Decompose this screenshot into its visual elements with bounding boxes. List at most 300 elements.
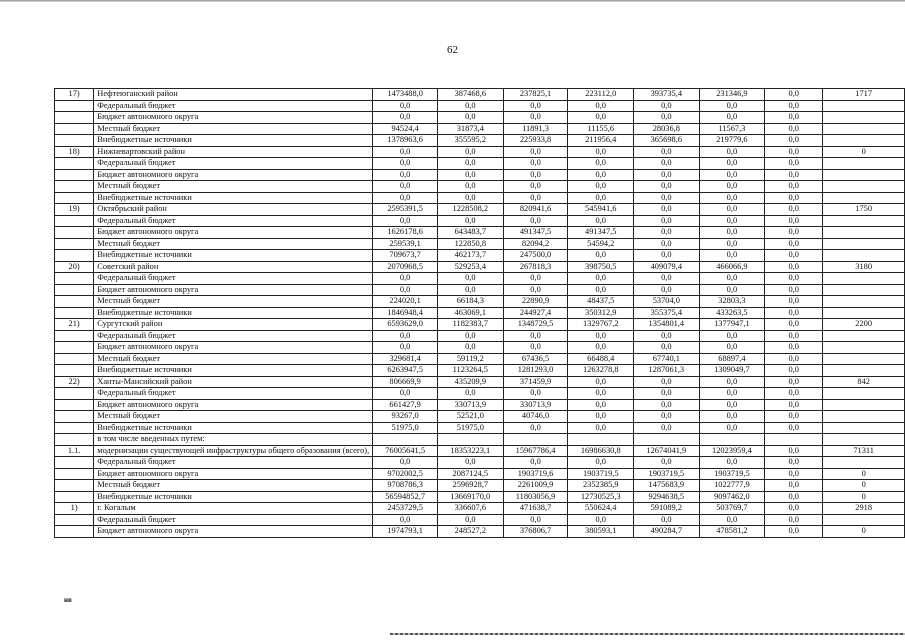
scan-bottom-edge xyxy=(390,633,905,635)
value-cell: 15967786,4 xyxy=(503,445,568,457)
value-cell: 0,0 xyxy=(765,319,823,331)
row-number-cell xyxy=(55,250,94,262)
value-cell: 219779,6 xyxy=(699,135,765,147)
value-cell: 0,0 xyxy=(568,169,634,181)
row-number-cell xyxy=(55,238,94,250)
value-cell xyxy=(823,342,905,354)
table-row xyxy=(55,411,905,423)
value-cell xyxy=(823,238,905,250)
value-cell: 0,0 xyxy=(699,100,765,112)
value-cell: 56594852,7 xyxy=(373,491,438,503)
value-cell xyxy=(823,215,905,227)
value-cell: 3180 xyxy=(823,261,905,273)
row-number-cell: 22) xyxy=(55,376,94,388)
row-number-cell xyxy=(55,227,94,239)
value-cell: 51975,0 xyxy=(438,422,504,434)
value-cell: 365698,6 xyxy=(634,135,700,147)
row-label-cell: Сургутский район xyxy=(94,319,373,331)
value-cell: 0,0 xyxy=(373,192,438,204)
row-number-cell xyxy=(55,399,94,411)
value-cell: 2200 xyxy=(823,319,905,331)
value-cell: 0,0 xyxy=(699,192,765,204)
value-cell: 9294638,5 xyxy=(634,491,700,503)
value-cell: 68897,4 xyxy=(699,353,765,365)
value-cell: 0,0 xyxy=(503,284,568,296)
value-cell: 0,0 xyxy=(568,146,634,158)
value-cell: 12674041,9 xyxy=(634,445,700,457)
value-cell: 248527,2 xyxy=(438,526,504,538)
row-label-cell: Федеральный бюджет xyxy=(94,330,373,342)
value-cell: 0,0 xyxy=(503,273,568,285)
value-cell: 0,0 xyxy=(765,376,823,388)
value-cell: 82094,2 xyxy=(503,238,568,250)
value-cell: 0,0 xyxy=(634,284,700,296)
value-cell: 0,0 xyxy=(699,457,765,469)
value-cell: 0,0 xyxy=(503,181,568,193)
value-cell xyxy=(823,434,905,446)
value-cell: 0,0 xyxy=(568,181,634,193)
row-label-cell: Федеральный бюджет xyxy=(94,100,373,112)
value-cell: 237825,1 xyxy=(503,89,568,101)
value-cell: 6593629,0 xyxy=(373,319,438,331)
value-cell: 0,0 xyxy=(503,100,568,112)
value-cell: 550624,4 xyxy=(568,503,634,515)
row-label-cell: Бюджет автономного округа xyxy=(94,399,373,411)
value-cell xyxy=(823,388,905,400)
value-cell: 330713,9 xyxy=(438,399,504,411)
row-number-cell: 21) xyxy=(55,319,94,331)
value-cell: 2352385,9 xyxy=(568,480,634,492)
value-cell: 0,0 xyxy=(699,273,765,285)
value-cell: 463069,1 xyxy=(438,307,504,319)
value-cell: 2453729,5 xyxy=(373,503,438,515)
value-cell: 0,0 xyxy=(568,192,634,204)
row-label-cell: Федеральный бюджет xyxy=(94,158,373,170)
table-row xyxy=(55,284,905,296)
value-cell: 0,0 xyxy=(438,112,504,124)
row-number-cell xyxy=(55,491,94,503)
value-cell: 0,0 xyxy=(765,158,823,170)
value-cell: 67436,5 xyxy=(503,353,568,365)
value-cell: 0,0 xyxy=(765,411,823,423)
value-cell: 267818,3 xyxy=(503,261,568,273)
value-cell: 0,0 xyxy=(503,422,568,434)
value-cell: 1846948,4 xyxy=(373,307,438,319)
value-cell: 0,0 xyxy=(568,215,634,227)
value-cell: 1626178,6 xyxy=(373,227,438,239)
value-cell: 1354801,4 xyxy=(634,319,700,331)
row-label-cell: Бюджет автономного округа xyxy=(94,526,373,538)
value-cell: 336607,6 xyxy=(438,503,504,515)
value-cell: 76005641,5 xyxy=(373,445,438,457)
value-cell: 1309049,7 xyxy=(699,365,765,377)
value-cell: 31873,4 xyxy=(438,123,504,135)
value-cell: 0,0 xyxy=(634,273,700,285)
row-number-cell: 17) xyxy=(55,89,94,101)
value-cell: 231346,9 xyxy=(699,89,765,101)
value-cell: 0,0 xyxy=(373,158,438,170)
value-cell: 0,0 xyxy=(699,181,765,193)
row-number-cell xyxy=(55,284,94,296)
value-cell: 247500,0 xyxy=(503,250,568,262)
table-row xyxy=(55,445,905,457)
row-label-cell: Октябрьский район xyxy=(94,204,373,216)
value-cell: 22890,9 xyxy=(503,296,568,308)
value-cell: 18353223,1 xyxy=(438,445,504,457)
value-cell: 0,0 xyxy=(765,526,823,538)
value-cell xyxy=(823,250,905,262)
value-cell: 0,0 xyxy=(765,503,823,515)
value-cell: 122850,8 xyxy=(438,238,504,250)
value-cell: 0,0 xyxy=(438,158,504,170)
value-cell: 471638,7 xyxy=(503,503,568,515)
value-cell: 0,0 xyxy=(765,227,823,239)
table-row xyxy=(55,181,905,193)
value-cell: 13669170,0 xyxy=(438,491,504,503)
value-cell: 0,0 xyxy=(634,514,700,526)
row-number-cell xyxy=(55,526,94,538)
row-label-cell: Бюджет автономного округа xyxy=(94,342,373,354)
value-cell xyxy=(634,434,700,446)
value-cell: 0,0 xyxy=(699,388,765,400)
value-cell xyxy=(823,330,905,342)
value-cell xyxy=(823,457,905,469)
table-row xyxy=(55,514,905,526)
value-cell: 2595391,5 xyxy=(373,204,438,216)
value-cell: 387468,6 xyxy=(438,89,504,101)
value-cell: 32803,3 xyxy=(699,296,765,308)
value-cell: 53704,0 xyxy=(634,296,700,308)
table-row xyxy=(55,89,905,101)
value-cell: 0,0 xyxy=(568,284,634,296)
row-label-cell: модернизации существующей инфраструктуры общего образования (всего), xyxy=(94,445,373,457)
row-label-cell: Федеральный бюджет xyxy=(94,388,373,400)
row-label-cell: Местный бюджет xyxy=(94,353,373,365)
value-cell: 842 xyxy=(823,376,905,388)
value-cell: 0,0 xyxy=(438,284,504,296)
value-cell: 0,0 xyxy=(765,422,823,434)
row-label-cell: г. Когалым xyxy=(94,503,373,515)
row-number-cell xyxy=(55,342,94,354)
value-cell: 0,0 xyxy=(568,388,634,400)
value-cell: 1473488,0 xyxy=(373,89,438,101)
value-cell: 591089,2 xyxy=(634,503,700,515)
value-cell: 0 xyxy=(823,480,905,492)
value-cell: 244927,4 xyxy=(503,307,568,319)
value-cell: 9708786,3 xyxy=(373,480,438,492)
value-cell xyxy=(823,158,905,170)
table-row xyxy=(55,330,905,342)
row-number-cell xyxy=(55,192,94,204)
row-label-cell: Советский район xyxy=(94,261,373,273)
value-cell: 0,0 xyxy=(568,250,634,262)
budget-table xyxy=(54,88,905,538)
value-cell xyxy=(823,273,905,285)
value-cell: 66184,3 xyxy=(438,296,504,308)
value-cell: 0,0 xyxy=(699,284,765,296)
value-cell: 12023959,4 xyxy=(699,445,765,457)
value-cell xyxy=(823,296,905,308)
value-cell: 0,0 xyxy=(503,388,568,400)
row-number-cell xyxy=(55,307,94,319)
value-cell: 0,0 xyxy=(765,491,823,503)
row-label-cell: Местный бюджет xyxy=(94,181,373,193)
value-cell: 0,0 xyxy=(765,388,823,400)
value-cell: 329681,4 xyxy=(373,353,438,365)
value-cell: 0,0 xyxy=(438,215,504,227)
value-cell: 0,0 xyxy=(568,112,634,124)
table-row xyxy=(55,376,905,388)
value-cell: 0,0 xyxy=(438,457,504,469)
table-row xyxy=(55,388,905,400)
value-cell: 1348729,5 xyxy=(503,319,568,331)
value-cell: 223112,0 xyxy=(568,89,634,101)
value-cell: 0,0 xyxy=(765,457,823,469)
value-cell: 0,0 xyxy=(373,388,438,400)
value-cell: 9702002,5 xyxy=(373,468,438,480)
value-cell: 376806,7 xyxy=(503,526,568,538)
row-number-cell xyxy=(55,330,94,342)
row-number-cell xyxy=(55,100,94,112)
table-row xyxy=(55,123,905,135)
page-number: 62 xyxy=(447,44,458,56)
value-cell: 259539,1 xyxy=(373,238,438,250)
value-cell xyxy=(823,135,905,147)
table-row xyxy=(55,503,905,515)
value-cell: 491347,5 xyxy=(568,227,634,239)
row-label-cell: Бюджет автономного округа xyxy=(94,227,373,239)
value-cell: 0,0 xyxy=(438,514,504,526)
value-cell: 0,0 xyxy=(634,399,700,411)
table-row xyxy=(55,480,905,492)
value-cell: 0,0 xyxy=(373,273,438,285)
value-cell xyxy=(823,227,905,239)
value-cell: 0,0 xyxy=(699,411,765,423)
row-label-cell: Федеральный бюджет xyxy=(94,273,373,285)
value-cell: 11567,3 xyxy=(699,123,765,135)
value-cell: 0,0 xyxy=(765,135,823,147)
row-label-cell: Внебюджетные источники xyxy=(94,307,373,319)
table-row xyxy=(55,365,905,377)
row-label-cell: Бюджет автономного округа xyxy=(94,169,373,181)
value-cell: 0,0 xyxy=(373,330,438,342)
scan-top-edge xyxy=(0,0,905,2)
value-cell: 0,0 xyxy=(634,422,700,434)
value-cell: 0,0 xyxy=(765,514,823,526)
value-cell: 355375,4 xyxy=(634,307,700,319)
value-cell xyxy=(823,284,905,296)
value-cell: 545941,6 xyxy=(568,204,634,216)
value-cell xyxy=(823,181,905,193)
table-row xyxy=(55,342,905,354)
row-number-cell xyxy=(55,422,94,434)
value-cell: 0,0 xyxy=(438,100,504,112)
value-cell: 0,0 xyxy=(765,480,823,492)
table-row xyxy=(55,227,905,239)
row-number-cell: 1.1. xyxy=(55,445,94,457)
row-number-cell: 1) xyxy=(55,503,94,515)
row-label-cell: Федеральный бюджет xyxy=(94,514,373,526)
value-cell: 0,0 xyxy=(634,146,700,158)
value-cell: 2070968,5 xyxy=(373,261,438,273)
value-cell xyxy=(699,434,765,446)
row-label-cell: Бюджет автономного округа xyxy=(94,112,373,124)
value-cell: 0,0 xyxy=(503,158,568,170)
row-number-cell xyxy=(55,273,94,285)
value-cell xyxy=(823,169,905,181)
row-label-cell: Местный бюджет xyxy=(94,480,373,492)
value-cell: 371459,9 xyxy=(503,376,568,388)
value-cell: 0,0 xyxy=(373,100,438,112)
value-cell: 0,0 xyxy=(765,342,823,354)
value-cell: 0,0 xyxy=(765,89,823,101)
value-cell: 9097462,0 xyxy=(699,491,765,503)
value-cell: 0 xyxy=(823,146,905,158)
row-number-cell xyxy=(55,388,94,400)
value-cell: 0,0 xyxy=(568,342,634,354)
row-label-cell: Внебюджетные источники xyxy=(94,365,373,377)
value-cell: 1228508,2 xyxy=(438,204,504,216)
value-cell: 355595,2 xyxy=(438,135,504,147)
value-cell: 1329767,2 xyxy=(568,319,634,331)
value-cell: 0,0 xyxy=(634,215,700,227)
value-cell: 0,0 xyxy=(634,342,700,354)
value-cell: 0,0 xyxy=(634,169,700,181)
table-row xyxy=(55,273,905,285)
value-cell: 52521,0 xyxy=(438,411,504,423)
row-number-cell xyxy=(55,181,94,193)
value-cell: 820941,6 xyxy=(503,204,568,216)
value-cell: 350312,9 xyxy=(568,307,634,319)
table-row xyxy=(55,399,905,411)
value-cell: 93267,0 xyxy=(373,411,438,423)
value-cell: 0,0 xyxy=(438,388,504,400)
value-cell: 0,0 xyxy=(373,284,438,296)
value-cell: 225933,8 xyxy=(503,135,568,147)
value-cell: 0,0 xyxy=(699,215,765,227)
row-number-cell xyxy=(55,457,94,469)
value-cell: 478581,2 xyxy=(699,526,765,538)
value-cell: 71311 xyxy=(823,445,905,457)
value-cell: 0,0 xyxy=(568,422,634,434)
value-cell: 0,0 xyxy=(634,330,700,342)
footer-mark: нв xyxy=(64,596,72,604)
row-number-cell xyxy=(55,135,94,147)
value-cell xyxy=(823,365,905,377)
table-row xyxy=(55,100,905,112)
value-cell: 6263947,5 xyxy=(373,365,438,377)
value-cell: 409079,4 xyxy=(634,261,700,273)
value-cell: 0,0 xyxy=(765,181,823,193)
row-number-cell xyxy=(55,434,94,446)
table-row xyxy=(55,307,905,319)
value-cell: 491347,5 xyxy=(503,227,568,239)
row-label-cell: в том числе введенных путем: xyxy=(94,434,373,446)
value-cell: 0,0 xyxy=(699,112,765,124)
table-row xyxy=(55,468,905,480)
value-cell: 0,0 xyxy=(568,376,634,388)
value-cell: 0,0 xyxy=(503,514,568,526)
value-cell xyxy=(373,434,438,446)
table-row xyxy=(55,250,905,262)
value-cell: 11155,6 xyxy=(568,123,634,135)
value-cell: 59119,2 xyxy=(438,353,504,365)
value-cell: 0 xyxy=(823,491,905,503)
value-cell: 94524,4 xyxy=(373,123,438,135)
value-cell xyxy=(823,422,905,434)
row-number-cell xyxy=(55,353,94,365)
row-label-cell: Бюджет автономного округа xyxy=(94,468,373,480)
value-cell: 0,0 xyxy=(634,238,700,250)
value-cell: 490284,7 xyxy=(634,526,700,538)
value-cell xyxy=(823,100,905,112)
value-cell: 12730525,3 xyxy=(568,491,634,503)
value-cell: 1903719,6 xyxy=(503,468,568,480)
value-cell: 0 xyxy=(823,468,905,480)
value-cell: 0,0 xyxy=(699,376,765,388)
value-cell: 0,0 xyxy=(503,342,568,354)
row-label-cell: Ханты-Мансийский район xyxy=(94,376,373,388)
value-cell: 0,0 xyxy=(634,388,700,400)
value-cell: 0,0 xyxy=(699,146,765,158)
value-cell: 211956,4 xyxy=(568,135,634,147)
value-cell xyxy=(823,399,905,411)
value-cell xyxy=(823,353,905,365)
value-cell: 0,0 xyxy=(765,112,823,124)
value-cell: 0,0 xyxy=(373,342,438,354)
row-number-cell xyxy=(55,123,94,135)
value-cell: 0,0 xyxy=(765,330,823,342)
value-cell: 0,0 xyxy=(699,169,765,181)
value-cell: 0,0 xyxy=(373,146,438,158)
table-row xyxy=(55,491,905,503)
value-cell: 0,0 xyxy=(765,100,823,112)
value-cell: 1263278,8 xyxy=(568,365,634,377)
value-cell xyxy=(765,434,823,446)
value-cell: 0,0 xyxy=(568,411,634,423)
row-label-cell: Местный бюджет xyxy=(94,411,373,423)
value-cell: 529253,4 xyxy=(438,261,504,273)
value-cell: 0,0 xyxy=(765,238,823,250)
value-cell: 28036,8 xyxy=(634,123,700,135)
value-cell: 0,0 xyxy=(568,273,634,285)
value-cell: 0,0 xyxy=(503,215,568,227)
value-cell: 0,0 xyxy=(634,112,700,124)
value-cell: 0,0 xyxy=(699,250,765,262)
row-number-cell xyxy=(55,296,94,308)
row-number-cell xyxy=(55,158,94,170)
value-cell: 0,0 xyxy=(699,227,765,239)
value-cell xyxy=(438,434,504,446)
value-cell: 48437,5 xyxy=(568,296,634,308)
value-cell: 330713,9 xyxy=(503,399,568,411)
row-number-cell xyxy=(55,468,94,480)
value-cell: 40746,0 xyxy=(503,411,568,423)
value-cell: 0,0 xyxy=(438,169,504,181)
value-cell: 1377947,1 xyxy=(699,319,765,331)
row-label-cell: Федеральный бюджет xyxy=(94,215,373,227)
row-label-cell: Внебюджетные источники xyxy=(94,250,373,262)
row-number-cell xyxy=(55,365,94,377)
value-cell: 11891,3 xyxy=(503,123,568,135)
row-label-cell: Местный бюджет xyxy=(94,123,373,135)
table-row xyxy=(55,526,905,538)
row-label-cell: Местный бюджет xyxy=(94,296,373,308)
value-cell: 0,0 xyxy=(699,399,765,411)
value-cell: 1903719,5 xyxy=(568,468,634,480)
value-cell: 0,0 xyxy=(438,342,504,354)
table-row xyxy=(55,146,905,158)
